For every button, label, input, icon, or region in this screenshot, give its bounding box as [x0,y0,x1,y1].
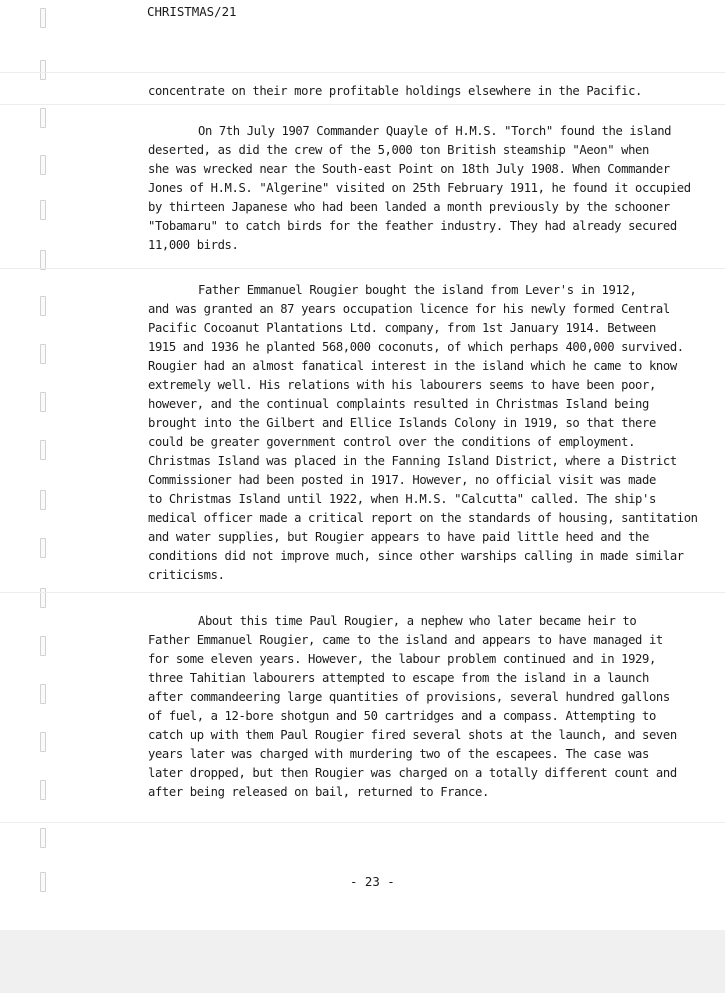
text-line: deserted, as did the crew of the 5,000 ton British steamship "Aeon" when [148,143,649,157]
show-through-line [0,822,725,823]
text-line: however, and the continual complaints resulted in Christmas Island being [148,397,649,411]
text-line: medical officer made a critical report on the standards of housing, santitation [148,511,698,525]
binder-hole-mark [40,250,46,270]
text-line: after commandeering large quantities of provisions, several hundred gallons [148,690,670,704]
text-line: 11,000 birds. [148,238,239,252]
binder-hole-mark [40,108,46,128]
text-line: extremely well. His relations with his labourers seems to have been poor, [148,378,656,392]
show-through-line [0,592,725,593]
text-line: Rougier had an almost fanatical interest in the island which he came to know [148,359,677,373]
text-line: by thirteen Japanese who had been landed a month previously by the schooner [148,200,670,214]
binder-hole-mark [40,538,46,558]
binder-hole-mark [40,60,46,80]
text-line: concentrate on their more profitable holdings elsewhere in the Pacific. [148,84,642,98]
text-line: for some eleven years. However, the labour problem continued and in 1929, [148,652,656,666]
show-through-line [0,268,725,269]
text-line: "Tobamaru" to catch birds for the feather industry. They had already secured [148,219,677,233]
text-line: Christmas Island was placed in the Fanning Island District, where a District [148,454,677,468]
text-line: Pacific Cocoanut Plantations Ltd. company, from 1st January 1914. Between [148,321,656,335]
binder-hole-mark [40,344,46,364]
binder-hole-mark [40,440,46,460]
binder-hole-mark [40,588,46,608]
binder-hole-mark [40,732,46,752]
binder-hole-mark [40,780,46,800]
page-number: - 23 - [350,874,395,889]
binder-hole-mark [40,155,46,175]
show-through-line [0,72,725,73]
text-line: On 7th July 1907 Commander Quayle of H.M.S. "Torch" found the island [198,124,672,138]
text-line: could be greater government control over the conditions of employment. [148,435,636,449]
text-line: to Christmas Island until 1922, when H.M.S. "Calcutta" called. The ship's [148,492,656,506]
binder-hole-mark [40,296,46,316]
binder-hole-mark [40,490,46,510]
binder-hole-mark [40,636,46,656]
binder-hole-mark [40,200,46,220]
binder-hole-mark [40,828,46,848]
text-line: Commissioner had been posted in 1917. However, no official visit was made [148,473,656,487]
text-line: Father Emmanuel Rougier bought the island from Lever's in 1912, [198,283,637,297]
text-line: conditions did not improve much, since other warships calling in made similar [148,549,684,563]
scan-bottom-margin [0,930,725,993]
text-line: years later was charged with murdering two of the escapees. The case was [148,747,649,761]
text-line: later dropped, but then Rougier was charged on a totally different count and [148,766,677,780]
text-line: catch up with them Paul Rougier fired several shots at the launch, and seven [148,728,677,742]
binder-hole-mark [40,684,46,704]
text-line: she was wrecked near the South-east Point on 18th July 1908. When Commander [148,162,670,176]
text-line: criticisms. [148,568,225,582]
text-line: brought into the Gilbert and Ellice Islands Colony in 1919, so that there [148,416,656,430]
text-line: 1915 and 1936 he planted 568,000 coconuts, of which perhaps 400,000 survived. [148,340,684,354]
text-line: after being released on bail, returned to France. [148,785,489,799]
show-through-line [0,104,725,105]
text-line: and was granted an 87 years occupation licence for his newly formed Central [148,302,670,316]
text-line: About this time Paul Rougier, a nephew who later became heir to [198,614,637,628]
text-line: three Tahitian labourers attempted to escape from the island in a launch [148,671,649,685]
binder-hole-mark [40,872,46,892]
text-line: Father Emmanuel Rougier, came to the island and appears to have managed it [148,633,663,647]
page-header: CHRISTMAS/21 [147,4,237,19]
text-line: and water supplies, but Rougier appears to have paid little heed and the [148,530,649,544]
text-line: Jones of H.M.S. "Algerine" visited on 25th February 1911, he found it occupied [148,181,691,195]
text-line: of fuel, a 12-bore shotgun and 50 cartridges and a compass. Attempting to [148,709,656,723]
binder-hole-mark [40,8,46,28]
binder-hole-mark [40,392,46,412]
